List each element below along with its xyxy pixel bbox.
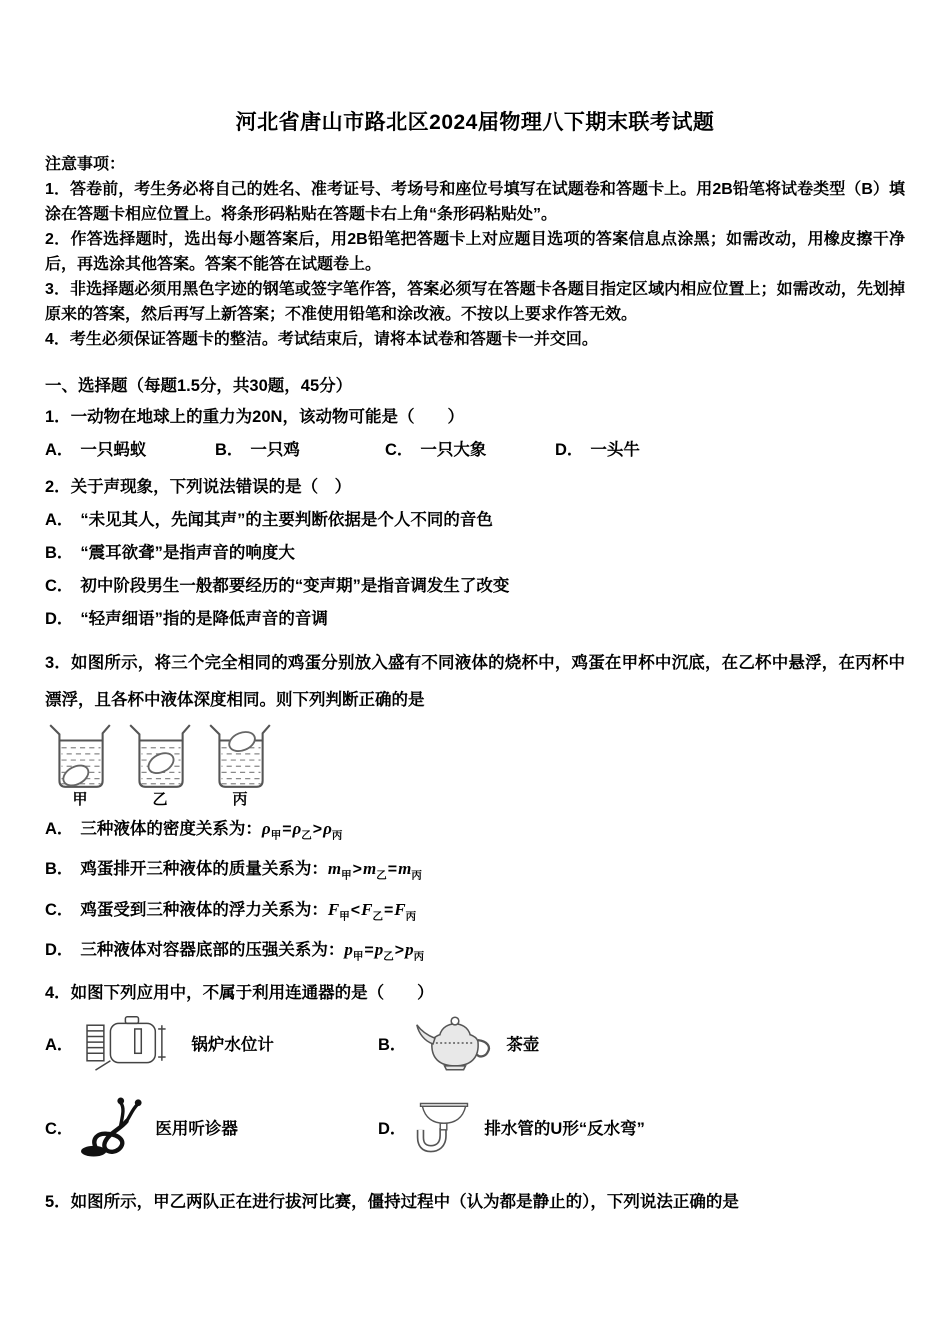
- note-item-3: 3．非选择题必须用黑色字迹的钢笔或签字笔作答，答案必须写在答题卡各题目指定区域内相应位置上；如需改动，先划掉原来的答案，然后再写上新答案；不准使用铅笔和涂改液。不按以上要求作答无效。: [45, 281, 905, 323]
- question-5-stem: 5．如图所示，甲乙两队正在进行拔河比赛，僵持过程中（认为都是静止的），下列说法正确的是: [45, 1193, 739, 1212]
- q3-option-c: C． 鸡蛋受到三种液体的浮力关系为：$F_甲<F_乙=F_丙$: [45, 899, 417, 922]
- stethoscope-icon: [80, 1096, 146, 1158]
- question-1-stem: 1．一动物在地球上的重力为20N，该动物可能是（ ）: [45, 408, 464, 426]
- exam-notes: [45, 152, 905, 352]
- question-3-options: [45, 816, 905, 969]
- q1-option-c: C． 一只大象: [385, 441, 487, 459]
- q2-option-c: C． 初中阶段男生一般都要经历的“变声期”是指音调发生了改变: [45, 577, 510, 595]
- question-2: [45, 475, 905, 632]
- q3-option-a: A． 三种液体的密度关系为：$\rho_甲=\rho_乙>\rho_丙$: [45, 819, 343, 842]
- boiler-water-level-gauge-icon: [80, 1014, 182, 1072]
- q3-option-d-formula: $p_甲=p_乙>p_丙$: [344, 939, 425, 963]
- q3-option-d: D． 三种液体对容器底部的压强关系为：$p_甲=p_乙>p_丙$: [45, 939, 425, 963]
- beaker-yi-icon: [127, 722, 193, 794]
- q1-option-a: A． 一只蚂蚁: [45, 441, 147, 459]
- question-3-stem: 3．如图所示，将三个完全相同的鸡蛋分别放入盛有不同液体的烧杯中，鸡蛋在甲杯中沉底，在乙杯中悬浮，在丙杯中漂浮，且各杯中液体深度相同。则下列判断正确的是: [45, 654, 905, 709]
- beaker-label-bing: 丙: [232, 791, 248, 808]
- q4-option-c-caption: 医用听诊器: [155, 1120, 238, 1139]
- q4-option-b: B． 茶壶: [378, 1014, 539, 1072]
- u-shaped-trap-icon: [413, 1095, 475, 1159]
- q4-row-cd: [45, 1094, 905, 1160]
- q3-option-a-formula: $\rho_甲=\rho_乙>\rho_丙$: [261, 819, 343, 842]
- q4-option-d: D． 排水管的U形“反水弯”: [378, 1095, 645, 1159]
- beaker-bing: [207, 722, 273, 808]
- q1-option-d: D． 一头牛: [555, 441, 640, 459]
- question-4-stem: 4．如图下列应用中，不属于利用连通器的是（ ）: [45, 984, 434, 1003]
- beaker-bing-icon: [207, 722, 273, 794]
- q4-option-d-caption: 排水管的U形“反水弯”: [484, 1120, 645, 1139]
- note-item-4: 4．考生必须保证答题卡的整洁。考试结束后，请将本试卷和答题卡一并交回。: [45, 331, 598, 348]
- beaker-jia-icon: [47, 722, 113, 794]
- question-1: [45, 405, 905, 463]
- note-item-2: 2．作答选择题时，选出每小题答案后，用2B铅笔把答题卡上对应题目选项的答案信息点涂黑；如需改动，用橡皮擦干净后，再选涂其他答案。答案不能答在试题卷上。: [45, 231, 905, 273]
- q2-option-d: D． “轻声细语”指的是降低声音的音调: [45, 610, 328, 628]
- page-title: 河北省唐山市路北区2024届物理八下期末联考试题: [235, 111, 715, 134]
- question-5: [45, 1190, 905, 1215]
- question-3: [45, 645, 905, 969]
- question-2-stem: 2．关于声现象，下列说法错误的是（ ）: [45, 478, 352, 496]
- q3-option-c-formula: $F_甲<F_乙=F_丙$: [327, 899, 417, 922]
- q1-option-b: B． 一只鸡: [215, 441, 300, 459]
- beaker-label-jia: 甲: [72, 791, 88, 808]
- note-item-1: 1．答卷前，考生务必将自己的姓名、准考证号、考场号和座位号填写在试题卷和答题卡上。用2B铅笔将试卷类型（B）填涂在答题卡相应位置上。将条形码粘贴在答题卡右上角“条形码粘贴处”。: [45, 181, 905, 223]
- beaker-jia: [47, 722, 113, 808]
- notes-heading: 注意事项：: [45, 156, 126, 173]
- q4-option-c: C． 医用听诊器: [45, 1096, 378, 1158]
- q3-option-b-formula: $m_甲>m_乙=m_丙$: [327, 859, 422, 882]
- q4-row-ab: [45, 1012, 905, 1074]
- q3-option-b: B． 鸡蛋排开三种液体的质量关系为：$m_甲>m_乙=m_丙$: [45, 859, 422, 882]
- beaker-label-yi: 乙: [152, 791, 168, 808]
- q4-option-b-caption: 茶壶: [506, 1036, 540, 1055]
- q2-option-a: A． “未见其人，先闻其声”的主要判断依据是个人不同的音色: [45, 511, 493, 529]
- question-1-options: [45, 438, 905, 463]
- q4-option-a-caption: 锅炉水位计: [191, 1036, 274, 1055]
- section-1-heading: 一、选择题（每题1.5分，共30题，45分）: [45, 377, 353, 395]
- beaker-yi: [127, 722, 193, 808]
- teapot-icon: [413, 1014, 497, 1072]
- q4-option-a: A． 锅炉水位计: [45, 1014, 378, 1072]
- question-4: [45, 981, 905, 1160]
- q2-option-b: B． “震耳欲聋”是指声音的响度大: [45, 544, 295, 562]
- beaker-figure: [47, 722, 905, 808]
